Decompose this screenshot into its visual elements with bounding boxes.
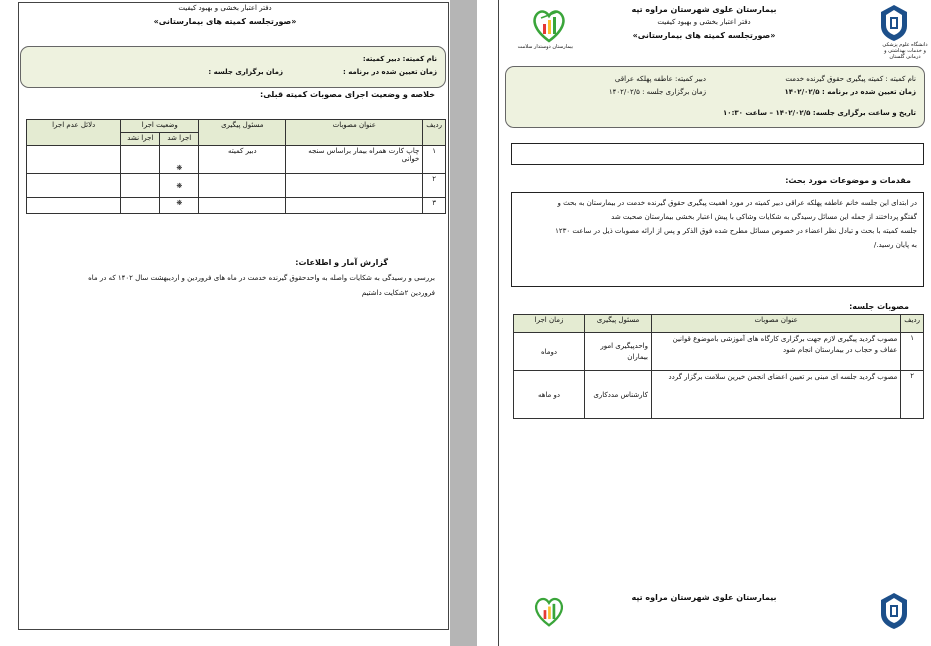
row-num: ۳ <box>423 198 446 214</box>
followup-table <box>26 119 446 214</box>
table-row <box>514 371 924 419</box>
intro-line-4: به پایان رسید./ <box>873 241 917 249</box>
col-responsible: مسئول پیگیری <box>585 315 652 333</box>
table-row <box>27 146 446 174</box>
col-title: عنوان مصوبات <box>652 315 901 333</box>
hospital-name: بیمارستان علوی شهرستان مراوه تپه <box>631 5 777 14</box>
col-row: ردیف <box>423 120 446 146</box>
resolutions-table <box>513 314 924 419</box>
report-line-1: بررسی و رسیدگی به شکایات واصله به واحدحقوق گیرنده خدمت در ماه های فروردین و اردیبهشت سال ۱۴۰۲ که در ماه <box>88 274 435 282</box>
col-status: وضعیت اجرا <box>121 120 199 133</box>
schedule-label: زمان تعیین شده در برنامه : <box>342 68 437 76</box>
committee-label: نام کمیته: دبیر کمیته: <box>362 55 437 63</box>
intro-line-3: جلسه کمیته با بحث و تبادل نظر اعضاء در خصوص مسائل مطرح شده فوق الذکر و پس از ارائه مصوبات ذیل در ساعت ۱۲۳۰ <box>555 227 917 235</box>
health-logo-caption: بیمارستان دوستدار سلامت <box>517 44 573 50</box>
intro-box <box>511 192 924 287</box>
report-title: گزارش آمار و اطلاعات: <box>295 258 388 267</box>
office-name: دفتر اعتبار بخشی و بهبود کیفیت <box>178 4 272 12</box>
followup-title: خلاصه و وضعیت اجرای مصوبات کمیته قبلی: <box>260 90 435 99</box>
row-mark: ❋ <box>160 146 199 174</box>
office-name: دفتر اعتبار بخشی و بهبود کیفیت <box>657 18 751 26</box>
right-page <box>477 0 931 646</box>
row-not-done <box>121 146 160 174</box>
university-name: دانشگاه علوم پزشکی و خدمات بهداشتی و درمانی گلستان <box>882 42 928 60</box>
row-reason <box>27 174 121 198</box>
col-reason: دلائل عدم اجرا <box>27 120 121 146</box>
col-responsible: مسئول پیگیری <box>199 120 286 146</box>
row-num: ۱ <box>423 146 446 174</box>
meeting-time-label: زمان برگزاری جلسه : <box>208 68 283 76</box>
meeting-info-box <box>20 46 446 88</box>
empty-field-box <box>511 143 924 165</box>
row-responsible: واحدپیگیری امور بیماران <box>585 333 652 371</box>
intro-title: مقدمات و موضوعات مورد بحث: <box>785 176 911 185</box>
row-num: ۲ <box>901 371 924 419</box>
row-not-done <box>121 198 160 214</box>
meeting-info-box <box>505 66 925 128</box>
table-row <box>27 198 446 214</box>
col-time: زمان اجرا <box>514 315 585 333</box>
health-logo-footer <box>531 594 567 628</box>
row-mark: ❋ <box>160 174 199 198</box>
row-time: دو ماهه <box>514 371 585 419</box>
row-responsible: کارشناس مددکاری <box>585 371 652 419</box>
intro-line-1: در ابتدای این جلسه خانم عاطفه پهلکه عراقی دبیر کمیته در مورد اهمیت پیگیری حقوق گیرنده خدمت در بیمارستان به بحث و <box>557 199 917 207</box>
intro-line-2: گفتگو پرداختند از جمله این مسائل رسیدگی به شکایات وشاکی با پیش اعتبار بخشی بیمارستان صحبت شد <box>611 213 917 221</box>
doc-title: «صورتجلسه کمیته های بیمارستانی» <box>632 31 776 40</box>
table-row <box>514 333 924 371</box>
page-gap <box>450 0 477 646</box>
row-not-done <box>121 174 160 198</box>
page-edge <box>498 0 499 646</box>
col-done: اجرا شد <box>160 133 199 146</box>
row-title <box>286 174 423 198</box>
row-num: ۲ <box>423 174 446 198</box>
row-responsible <box>199 174 286 198</box>
university-logo-footer <box>879 592 909 630</box>
row-responsible: دبیر کمیته <box>199 146 286 174</box>
table-row <box>27 174 446 198</box>
col-title: عنوان مصوبات <box>286 120 423 146</box>
left-page <box>0 0 450 646</box>
col-row: ردیف <box>901 315 924 333</box>
row-mark: ❋ <box>160 198 199 214</box>
doc-title: «صورتجلسه کمیته های بیمارستانی» <box>153 17 297 26</box>
row-responsible <box>199 198 286 214</box>
row-num: ۱ <box>901 333 924 371</box>
secretary-name: دبیر کمیته: عاطفه پهلکه عراقی <box>614 75 706 83</box>
resolutions-title: مصوبات جلسه: <box>849 302 909 311</box>
row-title: مصوب گردید پیگیری لازم جهت برگزاری کارگاه های آموزشی باموضوع قوانین عفاف و حجاب در بیمارستان انجام شود <box>652 333 901 371</box>
row-reason <box>27 198 121 214</box>
row-title: چاپ کارت همراه بیمار براساس سنجه خوانی <box>286 146 423 174</box>
col-not-done: اجرا نشد <box>121 133 160 146</box>
meeting-time-value: زمان برگزاری جلسه : ۱۴۰۲/۰۲/۵ <box>608 88 706 96</box>
report-line-2: فروردین ۲شکایت داشتیم <box>361 289 435 297</box>
row-reason <box>27 146 121 174</box>
date-time-value: تاریخ و ساعت برگزاری جلسه: ۱۴۰۲/۰۲/۵ – ساعت ۱۰:۳۰ <box>723 109 916 117</box>
row-time: دوماه <box>514 333 585 371</box>
committee-name: نام کمیته : کمیته پیگیری حقوق گیرنده خدمت <box>785 75 916 83</box>
footer-hospital: بیمارستان علوی شهرستان مراوه تپه <box>631 593 777 602</box>
schedule-value: زمان تعیین شده در برنامه : ۱۴۰۲/۰۲/۵ <box>784 88 916 96</box>
row-title <box>286 198 423 214</box>
row-title: مصوب گردید جلسه ای مبنی بر تعیین اعضای انجمن خیرین سلامت برگزار گردد <box>652 371 901 419</box>
